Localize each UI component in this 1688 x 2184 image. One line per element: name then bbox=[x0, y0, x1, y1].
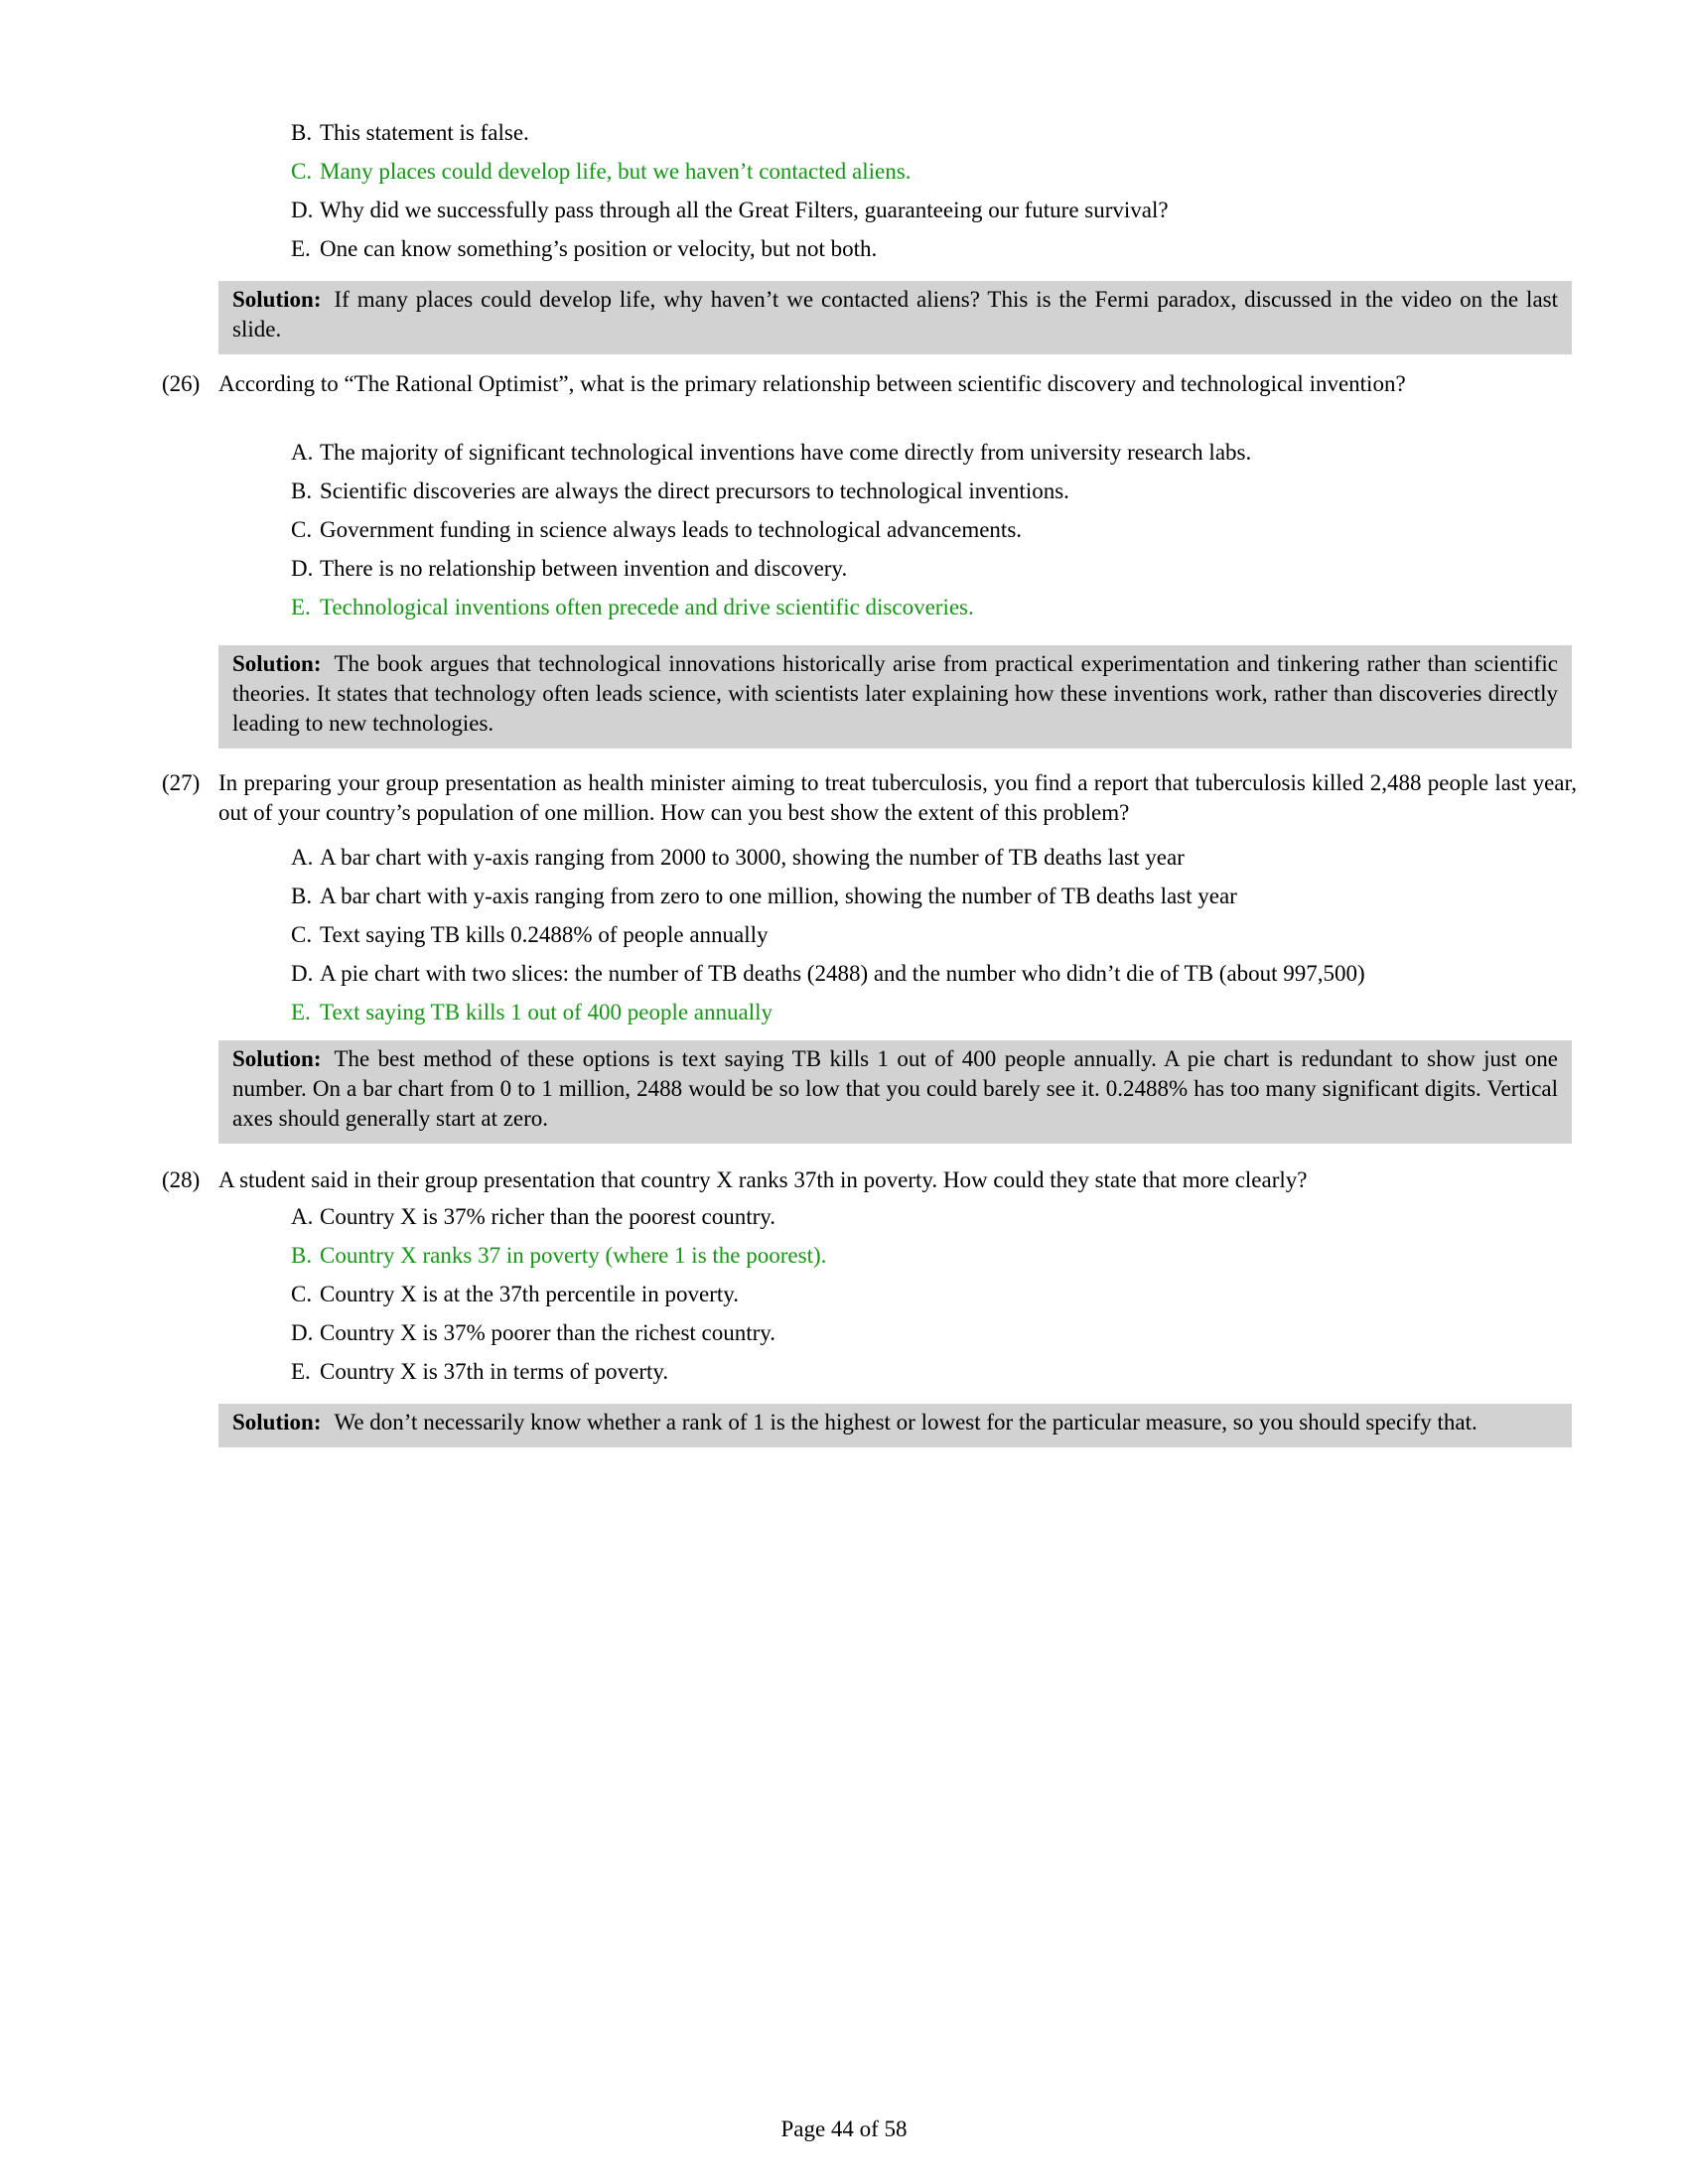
question-27 bbox=[0, 768, 1688, 828]
option-row bbox=[291, 438, 1602, 468]
option-letter: B. bbox=[291, 478, 313, 503]
option-row bbox=[291, 554, 1602, 584]
option-row bbox=[291, 1202, 1602, 1232]
solution-label: Solution: bbox=[232, 287, 322, 312]
option-text: A pie chart with two slices: the number of TB deaths (2488) and the number who didn’t die of TB (about 997,500) bbox=[320, 961, 1365, 986]
option-text: This statement is false. bbox=[320, 120, 529, 145]
option-letter: C. bbox=[291, 517, 313, 542]
question-text: According to “The Rational Optimist”, what is the primary relationship between scientific discovery and technological invention? bbox=[218, 371, 1406, 396]
option-letter: E. bbox=[291, 595, 311, 619]
option-letter: E. bbox=[291, 1359, 311, 1384]
option-text: Technological inventions often precede and drive scientific discoveries. bbox=[320, 595, 974, 619]
option-letter: D. bbox=[291, 556, 314, 581]
option-text: The majority of significant technological inventions have come directly from university research labs. bbox=[320, 440, 1252, 465]
page-number: Page 44 of 58 bbox=[780, 2116, 908, 2141]
option-row bbox=[291, 920, 1602, 950]
option-text: Country X is 37% poorer than the richest country. bbox=[320, 1320, 776, 1345]
solution-text: The best method of these options is text saying TB kills 1 out of 400 people annually. A pie chart is redundant to show just one number. On a bar chart from 0 to 1 million, 2488 would be so low that you could barely see it. 0.2488% has too many significant digits. Vertical axes should generally start at zero. bbox=[232, 1046, 1558, 1131]
option-row bbox=[291, 477, 1602, 506]
option-text: A bar chart with y-axis ranging from 2000 to 3000, showing the number of TB deaths last year bbox=[320, 845, 1185, 870]
option-row-correct bbox=[291, 1241, 1602, 1271]
solution-label: Solution: bbox=[232, 1046, 322, 1071]
option-text: A bar chart with y-axis ranging from zero to one million, showing the number of TB deaths last year bbox=[320, 884, 1237, 908]
option-letter: D. bbox=[291, 1320, 314, 1345]
option-text: Country X is at the 37th percentile in poverty. bbox=[320, 1282, 739, 1306]
option-letter: A. bbox=[291, 845, 314, 870]
question-28-solution-box bbox=[218, 1404, 1572, 1447]
option-letter: A. bbox=[291, 440, 314, 465]
option-text: One can know something’s position or velocity, but not both. bbox=[320, 236, 878, 261]
question-28 bbox=[0, 1165, 1688, 1195]
question-25-options bbox=[291, 118, 1602, 273]
solution-label: Solution: bbox=[232, 651, 322, 676]
option-row bbox=[291, 515, 1602, 545]
option-text: Scientific discoveries are always the direct precursors to technological inventions. bbox=[320, 478, 1069, 503]
option-letter: C. bbox=[291, 922, 313, 947]
option-text: Country X is 37% richer than the poorest country. bbox=[320, 1204, 776, 1229]
option-row bbox=[291, 959, 1602, 989]
option-letter: B. bbox=[291, 120, 313, 145]
option-row bbox=[291, 1318, 1602, 1348]
option-text: Text saying TB kills 0.2488% of people annually bbox=[320, 922, 769, 947]
option-letter: A. bbox=[291, 1204, 314, 1229]
option-text: Government funding in science always leads to technological advancements. bbox=[320, 517, 1023, 542]
option-row-correct bbox=[291, 998, 1602, 1027]
option-letter: D. bbox=[291, 198, 314, 222]
option-text: Country X ranks 37 in poverty (where 1 is the poorest). bbox=[320, 1243, 827, 1268]
option-row-correct bbox=[291, 593, 1602, 622]
question-27-options bbox=[291, 843, 1602, 1036]
option-row bbox=[291, 843, 1602, 873]
option-text: Many places could develop life, but we haven’t contacted aliens. bbox=[320, 159, 912, 184]
option-text: Text saying TB kills 1 out of 400 people annually bbox=[320, 1000, 773, 1024]
option-letter: B. bbox=[291, 1243, 313, 1268]
option-row bbox=[291, 882, 1602, 911]
option-row-correct bbox=[291, 157, 1602, 187]
option-letter: B. bbox=[291, 884, 313, 908]
question-number: (28) bbox=[162, 1167, 201, 1192]
question-number: (26) bbox=[162, 371, 201, 396]
option-letter: E. bbox=[291, 1000, 311, 1024]
solution-text: The book argues that technological innovations historically arise from practical experimentation and tinkering rather than scientific theories. It states that technology often leads science, with scientists later explaining how these inventions work, rather than discoveries directly leading to new technologies. bbox=[232, 651, 1558, 736]
question-text: In preparing your group presentation as health minister aiming to treat tuberculosis, you find a report that tuberculosis killed 2,488 people last year, out of your country’s population of one million. How can you best show the extent of this problem? bbox=[218, 770, 1577, 825]
solution-label: Solution: bbox=[232, 1410, 322, 1434]
option-row bbox=[291, 234, 1602, 264]
question-27-solution-box bbox=[218, 1040, 1572, 1144]
option-row bbox=[291, 1357, 1602, 1387]
question-26-solution-box bbox=[218, 645, 1572, 749]
question-text: A student said in their group presentation that country X ranks 37th in poverty. How could they state that more clearly? bbox=[218, 1167, 1308, 1192]
option-letter: D. bbox=[291, 961, 314, 986]
question-25-solution-box bbox=[218, 281, 1572, 354]
question-26 bbox=[0, 369, 1688, 399]
solution-text: If many places could develop life, why haven’t we contacted aliens? This is the Fermi paradox, discussed in the video on the last slide. bbox=[232, 287, 1558, 341]
option-letter: C. bbox=[291, 1282, 313, 1306]
question-number: (27) bbox=[162, 770, 201, 795]
option-row bbox=[291, 196, 1602, 225]
solution-text: We don’t necessarily know whether a rank of 1 is the highest or lowest for the particular measure, so you should specify that. bbox=[334, 1410, 1477, 1434]
option-text: Country X is 37th in terms of poverty. bbox=[320, 1359, 669, 1384]
option-text: Why did we successfully pass through all the Great Filters, guaranteeing our future survival? bbox=[320, 198, 1169, 222]
option-row bbox=[291, 118, 1602, 148]
option-letter: C. bbox=[291, 159, 313, 184]
question-26-options bbox=[291, 438, 1602, 631]
option-letter: E. bbox=[291, 236, 311, 261]
option-text: There is no relationship between invention and discovery. bbox=[320, 556, 848, 581]
option-row bbox=[291, 1280, 1602, 1309]
question-28-options bbox=[291, 1202, 1602, 1396]
